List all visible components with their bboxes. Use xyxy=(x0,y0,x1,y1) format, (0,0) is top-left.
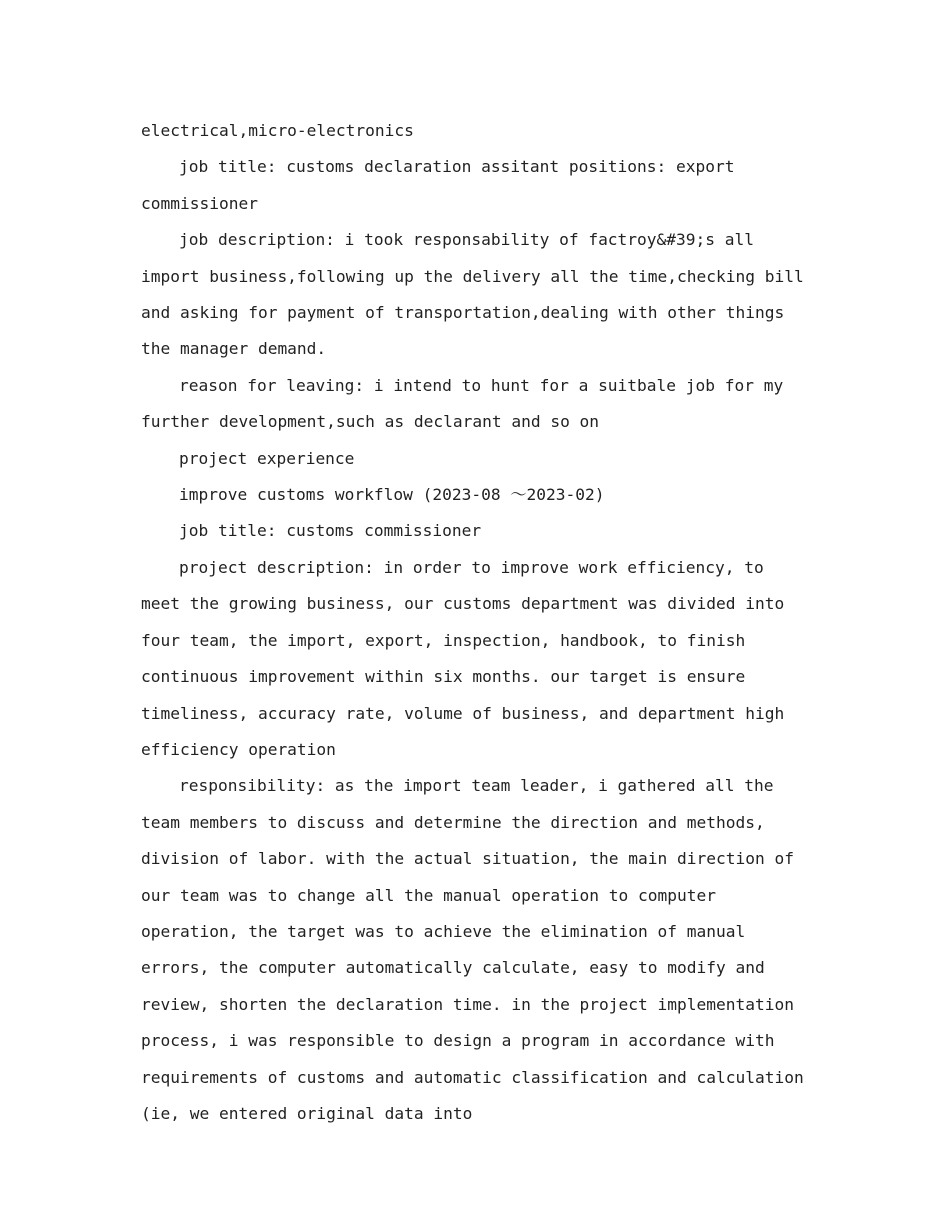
paragraph-project-description: project description: in order to improve work efficiency, to meet the growing business, our customs department was divided into four team, the import, export, inspection, handbook, to finish continuous improvement within six months. our target is ensure timeliness, accuracy rate, volume of business, and department high efficiency operation xyxy=(141,557,785,759)
paragraph-responsibility: responsibility: as the import team leader, i gathered all the team members to discuss and determine the direction and methods, division of labor. with the actual situation, the main direction of our team was to change all the manual operation to computer operation, the target was to achieve the elimination of manual errors, the computer automatically calculate, easy to modify and review, shorten the declaration time. in the project implementation process, i was responsible to design a program in accordance with requirements of customs and automatic classification and calculation (ie, we entered original data into xyxy=(141,776,804,1123)
paragraph-project-job-title: job title: customs commissioner xyxy=(179,521,482,541)
paragraph-industry: electrical,micro-electronics xyxy=(141,121,414,140)
project-title: improve customs workflow (2023-08 ～2023-02) xyxy=(179,485,605,505)
section-heading-project-experience: project experience xyxy=(179,448,355,468)
paragraph-job-description: job description: i took responsability of factroy&#39;s all import business,following up the delivery all the time,checking bill and asking for payment of transportation,dealing with other things the manager demand. xyxy=(141,230,804,359)
paragraph-reason-for-leaving: reason for leaving: i intend to hunt for a suitbale job for my further development,such as declarant and so on xyxy=(141,375,784,432)
paragraph-job-title-export: job title: customs declaration assitant positions: export commissioner xyxy=(141,157,735,213)
document-body xyxy=(141,113,811,1132)
